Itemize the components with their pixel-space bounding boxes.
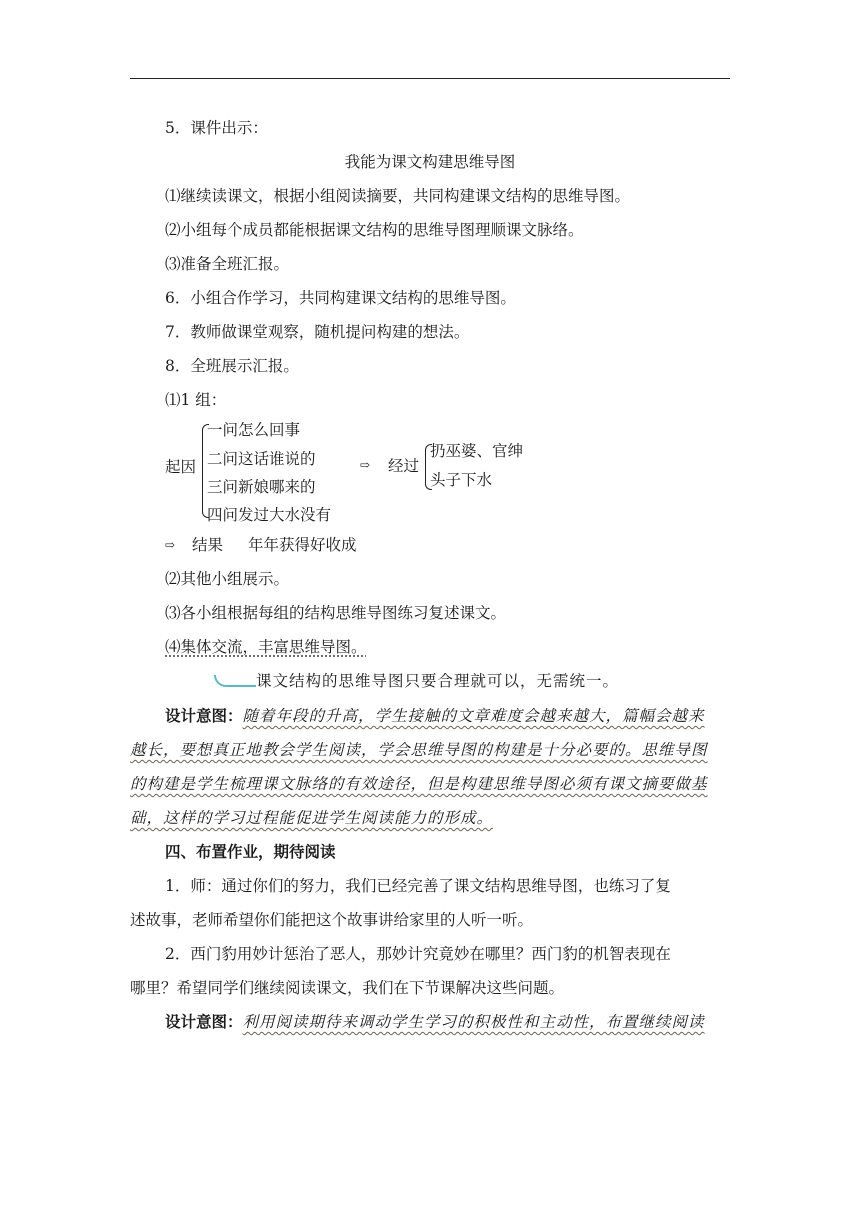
arrow-icon: ⇨	[165, 538, 176, 552]
mindmap-result-label: 结果	[192, 536, 224, 554]
header-rule	[130, 78, 730, 79]
design-intent-text: 利用阅读期待来调动学生学习的积极性和主动性，布置继续阅读	[242, 1013, 705, 1031]
section-heading: 四、布置作业，期待阅读	[165, 843, 336, 861]
cause-item: 四问发过大水没有	[207, 506, 332, 524]
cause-item: 二问这话谁说的	[207, 450, 316, 468]
step-5-2: ⑵小组每个成员都能根据课文结构的思维导图理顺课文脉络。	[165, 221, 584, 239]
step-8-2: ⑵其他小组展示。	[165, 570, 290, 588]
step-8-4-text: ⑷集体交流，丰富思维导图。	[165, 638, 367, 656]
step-8-4	[165, 637, 367, 657]
step-5-1: ⑴继续读课文，根据小组阅读摘要，共同构建课文结构的思维导图。	[165, 187, 631, 205]
step-6: 6．小组合作学习，共同构建课文结构的思维导图。	[165, 289, 516, 307]
cause-item: 三问新娘哪来的	[207, 478, 316, 496]
process-item: 扔巫婆、官绅	[430, 442, 524, 460]
design-intent-text: 础，这样的学习过程能促进学生阅读能力的形成。	[130, 809, 494, 827]
design-intent-text: 的构建是学生梳理课文脉络的有效途径，但是构建思维导图必须有课文摘要做基	[130, 775, 708, 793]
design-intent-text: 随着年段的升高，学生接触的文章难度会越来越大，篇幅会越来	[242, 707, 705, 725]
note-mark-icon	[214, 675, 256, 687]
slide-title: 我能为课文构建思维导图	[344, 153, 516, 171]
design-intent-2	[165, 1012, 705, 1032]
design-intent-label: 设计意图：	[165, 707, 243, 725]
design-intent-label: 设计意图：	[165, 1013, 243, 1031]
homework-2-cont: 哪里？希望同学们继续阅读课文，我们在下节课解决这些问题。	[130, 979, 565, 997]
cause-item: 一问怎么回事	[207, 421, 301, 439]
step-8: 8．全班展示汇报。	[165, 357, 299, 375]
mindmap-result-text: 年年获得好收成	[248, 536, 357, 554]
design-intent-1-first	[165, 706, 705, 726]
homework-1: 1．师：通过你们的努力，我们已经完善了课文结构思维导图，也练习了复	[165, 877, 671, 895]
homework-2: 2．西门豹用妙计惩治了恶人，那妙计究竟妙在哪里？西门豹的机智表现在	[165, 945, 671, 963]
process-item: 头子下水	[430, 471, 493, 489]
mindmap-process-label: 经过	[388, 457, 420, 475]
step-7: 7．教师做课堂观察，随机提问构建的想法。	[165, 323, 470, 341]
design-intent-text: 越长，要想真正地教会学生阅读，学会思维导图的构建是十分必要的。思维导图	[130, 741, 708, 759]
step-8-3: ⑶各小组根据每组的结构思维导图练习复述课文。	[165, 604, 507, 622]
step-5: 5．课件出示：	[165, 119, 268, 137]
step-8-1: ⑴1 组：	[165, 391, 227, 409]
homework-1-cont: 述故事，老师希望你们能把这个故事讲给家里的人听一听。	[130, 911, 534, 929]
arrow-icon: ⇨	[360, 458, 371, 472]
teacher-note: 课文结构的思维导图只要合理就可以，无需统一。	[256, 672, 620, 690]
step-5-3: ⑶准备全班汇报。	[165, 255, 290, 273]
mindmap-cause-label: 起因	[165, 458, 197, 476]
